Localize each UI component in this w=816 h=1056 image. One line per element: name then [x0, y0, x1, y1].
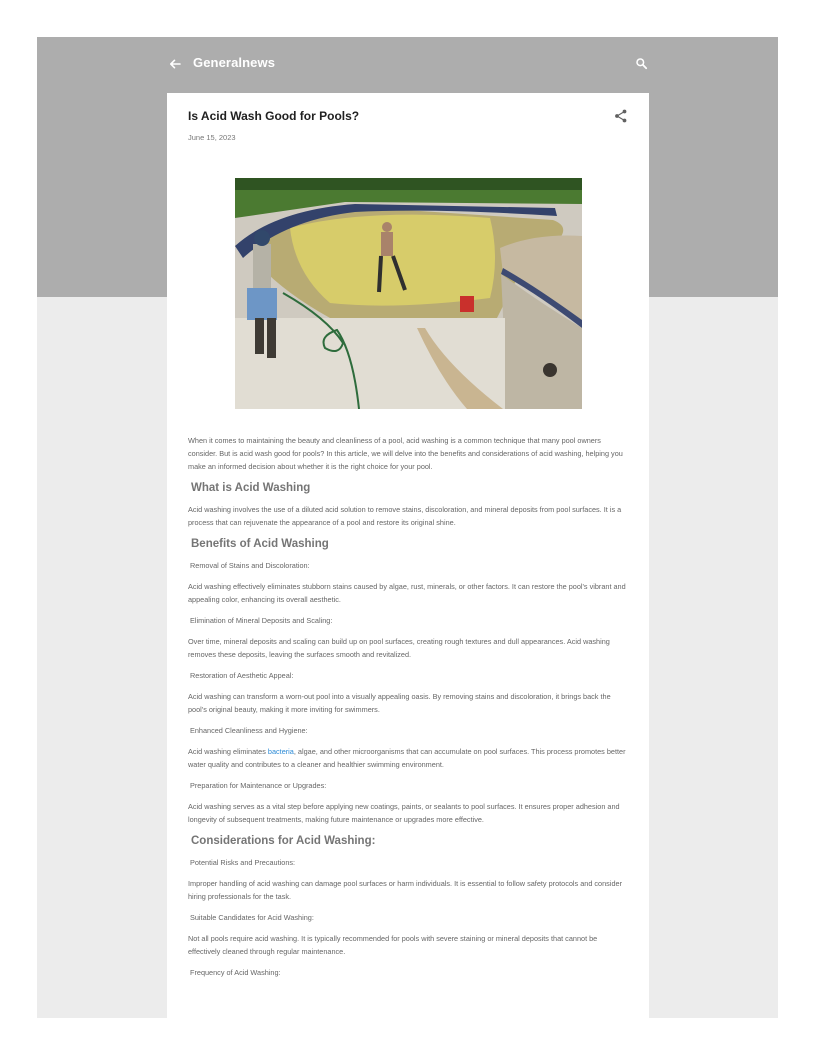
subheading-mineral-deposits: Elimination of Mineral Deposits and Scaling:	[190, 616, 333, 625]
stains-paragraph: Acid washing effectively eliminates stubborn stains caused by algae, rust, minerals, or other factors. It can restore the pool's vibrant and appealing color, enhancing its overall aesthetic.	[188, 582, 626, 604]
preparation-paragraph: Acid washing serves as a vital step before applying new coatings, paints, or sealants to pool surfaces. It ensures proper adhesion and longevity of subsequent treatments, making future maintenance or upgrades more effective.	[188, 802, 620, 824]
subheading-stains: Removal of Stains and Discoloration:	[190, 561, 310, 570]
risks-paragraph: Improper handling of acid washing can damage pool surfaces or harm individuals. It is essential to follow safety protocols and consider hiring professionals for the task.	[188, 879, 622, 901]
subheading-frequency: Frequency of Acid Washing:	[190, 968, 281, 977]
candidates-paragraph: Not all pools require acid washing. It is typically recommended for pools with severe staining or mineral deposits that cannot be effectively cleaned through regular maintenance.	[188, 934, 598, 956]
site-title[interactable]: Generalnews	[193, 55, 276, 70]
subheading-risks: Potential Risks and Precautions:	[190, 858, 296, 867]
search-button[interactable]	[633, 55, 651, 73]
cleanliness-paragraph	[188, 745, 628, 771]
bacteria-link[interactable]: bacteria	[267, 747, 294, 756]
heading-benefits: Benefits of Acid Washing	[191, 538, 329, 550]
subheading-aesthetic: Restoration of Aesthetic Appeal:	[190, 671, 294, 680]
post-date: June 15, 2023	[188, 133, 236, 142]
page-frame	[37, 37, 778, 1018]
post-card	[167, 93, 649, 1018]
subheading-candidates: Suitable Candidates for Acid Washing:	[190, 913, 314, 922]
search-icon	[633, 55, 651, 73]
top-bar	[37, 37, 778, 91]
subheading-cleanliness: Enhanced Cleanliness and Hygiene:	[190, 726, 308, 735]
cleanliness-text-start: Acid washing eliminates	[188, 747, 268, 756]
heading-considerations: Considerations for Acid Washing:	[191, 835, 376, 847]
heading-what-is-acid-washing: What is Acid Washing	[191, 482, 311, 494]
share-button[interactable]	[613, 108, 629, 124]
arrow-back-icon	[165, 54, 185, 74]
subheading-preparation: Preparation for Maintenance or Upgrades:	[190, 781, 327, 790]
post-hero-image	[235, 178, 582, 409]
mineral-paragraph: Over time, mineral deposits and scaling can build up on pool surfaces, creating rough textures and dull appearances. Acid washing removes these deposits, leaving the surfaces smooth and revitalized.	[188, 637, 610, 659]
back-button[interactable]	[165, 54, 185, 74]
article-body	[188, 434, 628, 987]
share-icon	[613, 108, 629, 124]
cleanliness-text-end: , algae, and other microorganisms that can accumulate on pool surfaces. This process promotes better water quality and contributes to a cleaner and healthier swimming environment.	[188, 747, 626, 769]
what-paragraph: Acid washing involves the use of a diluted acid solution to remove stains, discoloration, and mineral deposits from pool surfaces. It is a process that can rejuvenate the appearance of a pool and restore its original shine.	[188, 505, 622, 527]
intro-paragraph: When it comes to maintaining the beauty and cleanliness of a pool, acid washing is a common technique that many pool owners consider. But is acid wash good for pools? In this article, we will delve into the benefits and considerations of acid washing, helping you make an informed decision about whether it is the right choice for your pool.	[188, 436, 623, 471]
aesthetic-paragraph: Acid washing can transform a worn-out pool into a visually appealing oasis. By removing stains and discoloration, it brings back the pool's original beauty, making it more inviting for swimmers.	[188, 692, 611, 714]
post-title: Is Acid Wash Good for Pools?	[188, 109, 360, 123]
